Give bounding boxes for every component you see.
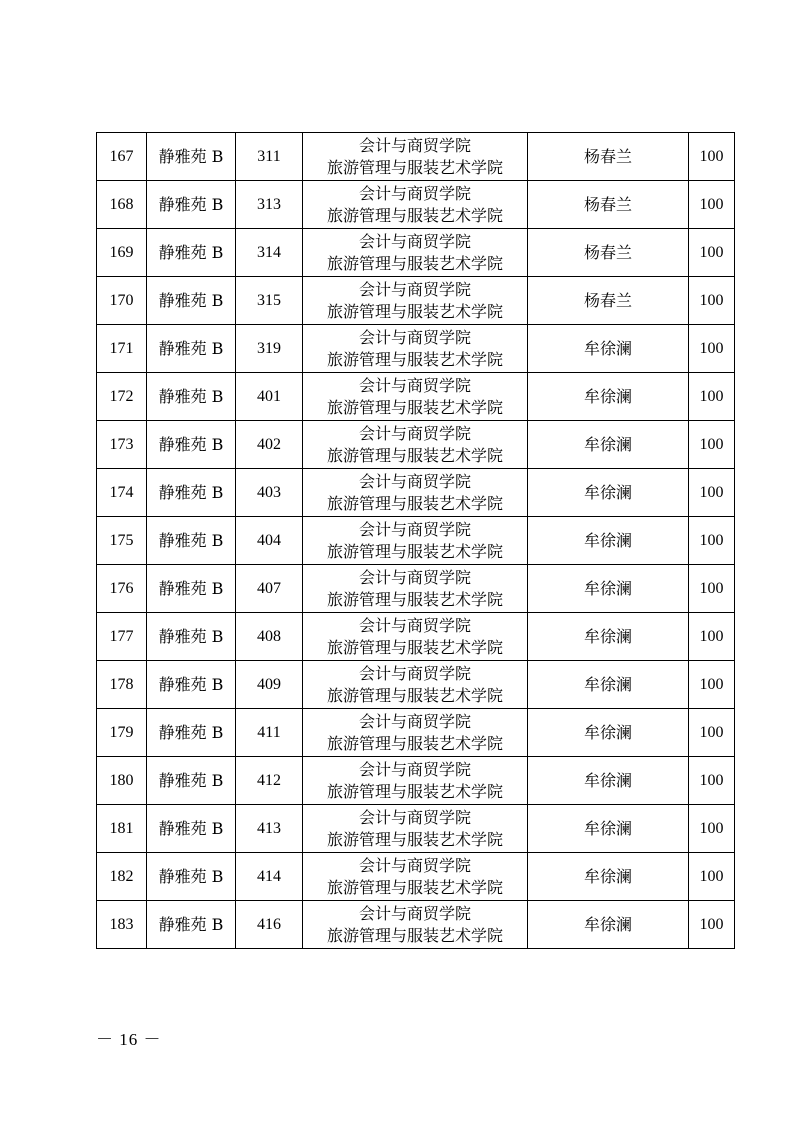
table-row <box>97 613 735 661</box>
manager-name: 牟徐澜 <box>528 805 689 853</box>
table-body <box>97 133 735 949</box>
college-name-secondary: 旅游管理与服装艺术学院 <box>326 541 503 561</box>
building-name: 静雅苑 B <box>147 229 236 277</box>
college-name-secondary: 旅游管理与服装艺术学院 <box>326 493 503 513</box>
table-row <box>97 325 735 373</box>
college-name-primary: 会计与商贸学院 <box>358 471 471 491</box>
building-name: 静雅苑 B <box>147 853 236 901</box>
room-number: 314 <box>236 229 303 277</box>
room-number: 402 <box>236 421 303 469</box>
building-name: 静雅苑 B <box>147 469 236 517</box>
row-number: 174 <box>97 469 147 517</box>
row-number: 177 <box>97 613 147 661</box>
college-name-secondary: 旅游管理与服装艺术学院 <box>326 301 503 321</box>
room-number: 401 <box>236 373 303 421</box>
college-name-primary: 会计与商贸学院 <box>358 135 471 155</box>
college-cell <box>303 853 528 901</box>
row-number: 168 <box>97 181 147 229</box>
room-number: 407 <box>236 565 303 613</box>
row-number: 167 <box>97 133 147 181</box>
manager-name: 杨春兰 <box>528 181 689 229</box>
college-name-secondary: 旅游管理与服装艺术学院 <box>326 637 503 657</box>
table-row <box>97 709 735 757</box>
college-name-secondary: 旅游管理与服装艺术学院 <box>326 589 503 609</box>
score-value: 100 <box>689 133 735 181</box>
row-number: 180 <box>97 757 147 805</box>
building-name: 静雅苑 B <box>147 901 236 949</box>
building-name: 静雅苑 B <box>147 277 236 325</box>
room-number: 414 <box>236 853 303 901</box>
college-cell <box>303 901 528 949</box>
manager-name: 牟徐澜 <box>528 517 689 565</box>
room-number: 319 <box>236 325 303 373</box>
college-name-primary: 会计与商贸学院 <box>358 903 471 923</box>
manager-name: 牟徐澜 <box>528 565 689 613</box>
manager-name: 杨春兰 <box>528 229 689 277</box>
score-value: 100 <box>689 373 735 421</box>
score-value: 100 <box>689 661 735 709</box>
room-number: 315 <box>236 277 303 325</box>
room-number: 411 <box>236 709 303 757</box>
manager-name: 牟徐澜 <box>528 469 689 517</box>
college-cell <box>303 709 528 757</box>
college-name-primary: 会计与商贸学院 <box>358 183 471 203</box>
row-number: 183 <box>97 901 147 949</box>
table-row <box>97 373 735 421</box>
manager-name: 杨春兰 <box>528 277 689 325</box>
college-name-secondary: 旅游管理与服装艺术学院 <box>326 685 503 705</box>
college-name-primary: 会计与商贸学院 <box>358 663 471 683</box>
manager-name: 牟徐澜 <box>528 901 689 949</box>
college-name-secondary: 旅游管理与服装艺术学院 <box>326 397 503 417</box>
room-number: 413 <box>236 805 303 853</box>
row-number: 169 <box>97 229 147 277</box>
table-row <box>97 229 735 277</box>
college-name-primary: 会计与商贸学院 <box>358 759 471 779</box>
college-name-secondary: 旅游管理与服装艺术学院 <box>326 877 503 897</box>
college-name-primary: 会计与商贸学院 <box>358 231 471 251</box>
row-number: 176 <box>97 565 147 613</box>
row-number: 178 <box>97 661 147 709</box>
table-row <box>97 565 735 613</box>
college-name-secondary: 旅游管理与服装艺术学院 <box>326 253 503 273</box>
score-value: 100 <box>689 853 735 901</box>
college-name-secondary: 旅游管理与服装艺术学院 <box>326 829 503 849</box>
building-name: 静雅苑 B <box>147 565 236 613</box>
room-number: 416 <box>236 901 303 949</box>
college-cell <box>303 229 528 277</box>
table-row <box>97 853 735 901</box>
dormitory-score-table <box>96 132 735 949</box>
room-number: 403 <box>236 469 303 517</box>
college-name-primary: 会计与商贸学院 <box>358 279 471 299</box>
building-name: 静雅苑 B <box>147 325 236 373</box>
page-number: － 16 － <box>96 1030 162 1049</box>
table-row <box>97 469 735 517</box>
building-name: 静雅苑 B <box>147 709 236 757</box>
row-number: 173 <box>97 421 147 469</box>
manager-name: 牟徐澜 <box>528 613 689 661</box>
college-name-secondary: 旅游管理与服装艺术学院 <box>326 925 503 945</box>
table-row <box>97 277 735 325</box>
college-name-primary: 会计与商贸学院 <box>358 567 471 587</box>
room-number: 409 <box>236 661 303 709</box>
table-row <box>97 421 735 469</box>
building-name: 静雅苑 B <box>147 133 236 181</box>
row-number: 175 <box>97 517 147 565</box>
score-value: 100 <box>689 709 735 757</box>
row-number: 179 <box>97 709 147 757</box>
college-name-secondary: 旅游管理与服装艺术学院 <box>326 349 503 369</box>
building-name: 静雅苑 B <box>147 661 236 709</box>
room-number: 408 <box>236 613 303 661</box>
table-row <box>97 757 735 805</box>
college-name-primary: 会计与商贸学院 <box>358 375 471 395</box>
row-number: 182 <box>97 853 147 901</box>
college-cell <box>303 517 528 565</box>
college-cell <box>303 421 528 469</box>
college-cell <box>303 373 528 421</box>
college-name-primary: 会计与商贸学院 <box>358 711 471 731</box>
table-row <box>97 181 735 229</box>
college-name-primary: 会计与商贸学院 <box>358 807 471 827</box>
room-number: 412 <box>236 757 303 805</box>
college-name-secondary: 旅游管理与服装艺术学院 <box>326 205 503 225</box>
college-name-primary: 会计与商贸学院 <box>358 615 471 635</box>
college-cell <box>303 661 528 709</box>
row-number: 171 <box>97 325 147 373</box>
college-name-secondary: 旅游管理与服装艺术学院 <box>326 157 503 177</box>
table-row <box>97 661 735 709</box>
building-name: 静雅苑 B <box>147 373 236 421</box>
manager-name: 杨春兰 <box>528 133 689 181</box>
row-number: 181 <box>97 805 147 853</box>
college-cell <box>303 469 528 517</box>
college-name-primary: 会计与商贸学院 <box>358 855 471 875</box>
college-cell <box>303 757 528 805</box>
score-value: 100 <box>689 181 735 229</box>
score-value: 100 <box>689 613 735 661</box>
college-name-primary: 会计与商贸学院 <box>358 423 471 443</box>
building-name: 静雅苑 B <box>147 805 236 853</box>
manager-name: 牟徐澜 <box>528 709 689 757</box>
college-cell <box>303 133 528 181</box>
room-number: 404 <box>236 517 303 565</box>
college-cell <box>303 565 528 613</box>
table-row <box>97 901 735 949</box>
manager-name: 牟徐澜 <box>528 373 689 421</box>
score-value: 100 <box>689 517 735 565</box>
score-value: 100 <box>689 229 735 277</box>
college-name-secondary: 旅游管理与服装艺术学院 <box>326 781 503 801</box>
manager-name: 牟徐澜 <box>528 661 689 709</box>
table-row <box>97 517 735 565</box>
college-cell <box>303 613 528 661</box>
college-name-secondary: 旅游管理与服装艺术学院 <box>326 445 503 465</box>
college-cell <box>303 181 528 229</box>
room-number: 311 <box>236 133 303 181</box>
college-cell <box>303 325 528 373</box>
score-value: 100 <box>689 469 735 517</box>
score-value: 100 <box>689 277 735 325</box>
manager-name: 牟徐澜 <box>528 853 689 901</box>
manager-name: 牟徐澜 <box>528 757 689 805</box>
college-cell <box>303 277 528 325</box>
building-name: 静雅苑 B <box>147 181 236 229</box>
table-row <box>97 133 735 181</box>
college-cell <box>303 805 528 853</box>
building-name: 静雅苑 B <box>147 421 236 469</box>
manager-name: 牟徐澜 <box>528 421 689 469</box>
row-number: 170 <box>97 277 147 325</box>
college-name-secondary: 旅游管理与服装艺术学院 <box>326 733 503 753</box>
building-name: 静雅苑 B <box>147 517 236 565</box>
row-number: 172 <box>97 373 147 421</box>
table-row <box>97 805 735 853</box>
score-value: 100 <box>689 805 735 853</box>
score-value: 100 <box>689 757 735 805</box>
score-value: 100 <box>689 421 735 469</box>
building-name: 静雅苑 B <box>147 613 236 661</box>
room-number: 313 <box>236 181 303 229</box>
college-name-primary: 会计与商贸学院 <box>358 519 471 539</box>
score-value: 100 <box>689 565 735 613</box>
building-name: 静雅苑 B <box>147 757 236 805</box>
manager-name: 牟徐澜 <box>528 325 689 373</box>
score-value: 100 <box>689 325 735 373</box>
college-name-primary: 会计与商贸学院 <box>358 327 471 347</box>
score-value: 100 <box>689 901 735 949</box>
